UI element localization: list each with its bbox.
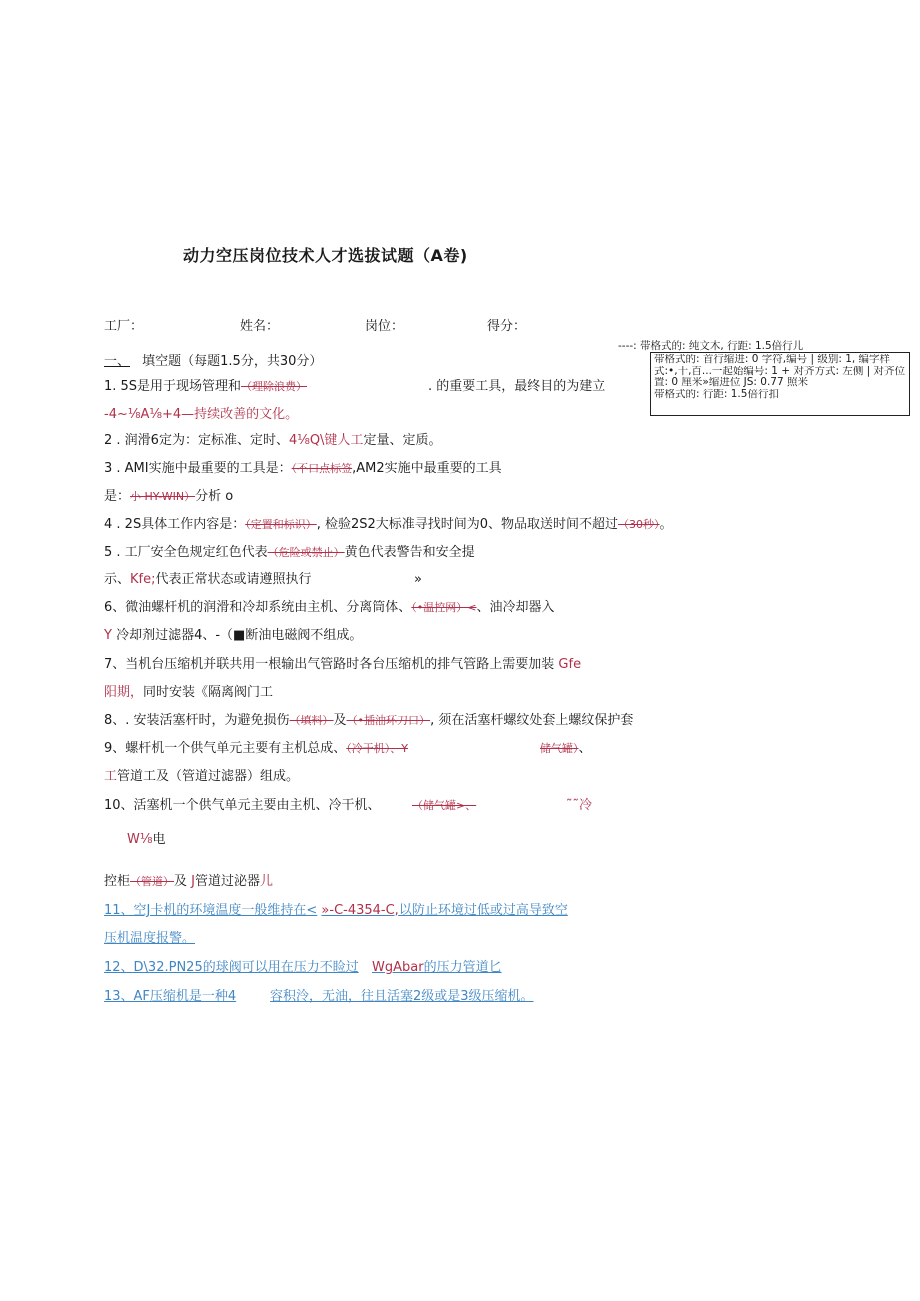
- q10b-text-d: 儿: [260, 874, 274, 889]
- q3-text-a: 3 . AMI实施中最重要的工具是：: [104, 461, 292, 476]
- q1-answer-1: （理除浪费）: [241, 380, 308, 393]
- q5-text-e: »: [414, 572, 422, 587]
- question-5: [104, 544, 475, 562]
- q5-text-a: 5 . 工厂安全色规定红色代表: [104, 545, 268, 560]
- factory-label: 工厂：: [104, 319, 144, 334]
- format-comment-line: 式:•,十,百...一起始编号: 1 + 对齐方式: 左侧 | 对齐位: [654, 365, 906, 377]
- q9-answer-1: （冷干机）、Y: [346, 742, 409, 755]
- q10-answer-2-wrap: [566, 797, 592, 815]
- question-2: [104, 432, 441, 450]
- question-9-cont: [104, 768, 299, 786]
- question-7-cont: [104, 684, 273, 702]
- q12-text-a: 12、D\32.PN25的球阀可以用在压力不睑过: [104, 960, 359, 975]
- q12-answer-wrap: [372, 959, 502, 977]
- q2-text-a: 2 . 润滑6定为：定标准、定时、: [104, 433, 289, 448]
- q10b-text-b: 及: [174, 874, 188, 889]
- q3-text-d: 分析 o: [195, 489, 234, 504]
- q11-text-c: 以防止环境过低或过高导致空: [398, 903, 568, 918]
- question-12: [104, 959, 359, 977]
- format-comment-top: ----: 带格式的: 纯文木, 行距: 1.5倍行儿: [618, 340, 804, 352]
- q4-answer-1: （定置和标识）: [245, 518, 317, 531]
- q9-answer-2-wrap: [540, 740, 592, 758]
- q6-text-b: 、油冷却器入: [476, 600, 555, 615]
- question-10-cont: [127, 831, 165, 849]
- q10b-text-a: 控柜: [104, 874, 131, 889]
- q9-answer-2: 储气罐）: [540, 742, 579, 755]
- question-9: [104, 740, 408, 758]
- q11-text-a: 11、空J卡机的环境温度一般维持在<: [104, 903, 318, 918]
- q10-answer-1-wrap: [412, 797, 476, 815]
- q6-answer-2: Y: [104, 628, 112, 643]
- question-7: [104, 656, 581, 674]
- q9-text-b: 、: [578, 741, 592, 756]
- q5-answer-2: Kfe;: [130, 572, 156, 587]
- q10b-answer-2: J: [191, 874, 196, 889]
- q7-text-e: 隔离阀门工: [208, 685, 274, 700]
- q1-text-a: 1. 5S是用于现场管理和: [104, 379, 242, 394]
- q13-text-b: 容积泠，无油，往且活塞2级或是3级压缩机。: [270, 989, 534, 1004]
- q9-text-d: 管道工及（管道过滤器）组成。: [117, 769, 300, 784]
- q10b-text-c: 管道过泌器: [195, 874, 261, 889]
- section-title: 填空题（每题1.5分，共30分）: [142, 354, 323, 369]
- question-8: [104, 712, 633, 730]
- question-10-cont-2: [104, 873, 273, 891]
- q11-answer-1: »-C-4354-C,: [321, 903, 399, 918]
- q4-text-a: 4 . 2S具体工作内容是：: [104, 517, 246, 532]
- q12-answer-1: WgAbar: [372, 960, 424, 975]
- q9-answer-3: 工: [104, 769, 118, 784]
- q4-text-b: , 检验2S2大标准寻找时间为0、物品取送时间不超过: [316, 517, 619, 532]
- q2-text-b: 定量、定质。: [363, 433, 442, 448]
- q8-text-c: , 须在活塞杆螺纹处套上螺纹保护套: [430, 713, 634, 728]
- post-label: 岗位：: [365, 319, 405, 334]
- format-comment-box: [650, 352, 910, 416]
- q11-text-d: 压机温度报警。: [104, 931, 196, 946]
- q13-text-a: 13、AF压缩机是一种4: [104, 989, 237, 1004]
- q8-text-a: 8、. 安装活塞杆时，为避免损伤: [104, 713, 290, 728]
- q6-text-d: 冷却剂过滤器4、-（■断油电磁阀不组成。: [116, 628, 363, 643]
- question-6-cont: [104, 627, 362, 645]
- q1-answer-2: -4~⅛A⅛+4—持续改善的文化。: [104, 407, 299, 422]
- q8-text-b: 及: [333, 713, 347, 728]
- q1-text-b: . 的重要工具，最终目的为建立: [428, 379, 606, 394]
- question-11: [104, 902, 568, 920]
- q1-text-c: [104, 406, 298, 424]
- name-label: 姓名：: [240, 319, 280, 334]
- q10-text-d: 电: [152, 832, 166, 847]
- question-10: [104, 797, 381, 815]
- q8-answer-2: （•插油环刀口）: [346, 714, 431, 727]
- q10-answer-3: W⅛: [127, 832, 153, 847]
- q7-text-d: 同时安装《: [143, 685, 209, 700]
- question-5-cont: [104, 571, 312, 589]
- q6-text-a: 6、微油螺杆机的润滑和冷却系统由主机、分离筒体、: [104, 600, 412, 615]
- question-6: [104, 599, 555, 617]
- q12-text-c: 的压力管道匕: [423, 960, 502, 975]
- question-3-cont: [104, 488, 233, 506]
- format-comment-line: 置: 0 厘米»缩进位 JS: 0.77 照米: [654, 377, 809, 388]
- q5-text-b: 黄色代表警告和安全提: [344, 545, 475, 560]
- q2-answer-1: 4⅛Q\键人工: [288, 433, 364, 448]
- q3-text-b: ,AM2实施中最重要的工具: [352, 461, 502, 476]
- section-number: 一、: [104, 354, 131, 369]
- score-label: 得分：: [487, 319, 527, 334]
- section-heading: [104, 353, 322, 371]
- question-3: [104, 460, 502, 478]
- q4-text-c: 。: [659, 517, 673, 532]
- question-11-cont: [104, 930, 195, 948]
- q6-answer-1: （•温控网）<: [411, 601, 477, 614]
- q3-text-c: 是：: [104, 489, 131, 504]
- q5-answer-1: （危险或禁止）: [267, 546, 345, 559]
- question-1: [104, 378, 307, 396]
- q7-text-a: 7、当机台压缩机并联共用一根输出气管路时各台压缩机的排气管路上需要加装: [104, 657, 555, 672]
- q10b-answer-1: （管道）: [130, 875, 175, 888]
- q10-answer-2: ˜˜冷: [566, 798, 593, 813]
- q7-answer-1: Gfe: [558, 657, 582, 672]
- q13-text-b-wrap: [270, 988, 534, 1006]
- question-13: [104, 988, 236, 1006]
- q7-answer-2: 阳期，: [104, 685, 144, 700]
- q8-answer-1: （填料）: [289, 714, 334, 727]
- q5-text-c: 示、: [104, 572, 131, 587]
- q9-text-a: 9、螺杆机一个供气单元主要有主机总成、: [104, 741, 347, 756]
- format-comment-line: 带格式的: 行距: 1.5倍行扣: [654, 388, 779, 400]
- q3-answer-1: （不口点标签: [291, 462, 353, 475]
- q10-text-a: 10、活塞机一个供气单元主要由主机、冷干机、: [104, 798, 381, 813]
- format-comment-line: 带格式的: 首行缩进: 0 字符,编号 | 级别: 1, 编字样: [654, 354, 891, 365]
- q4-answer-2: （30秒）: [618, 518, 660, 531]
- q3-answer-2: 小 HY-WIN）: [130, 490, 196, 503]
- page-title: 动力空压岗位技术人才选拔试题（A卷): [183, 246, 468, 265]
- q5-text-d: 代表正常状态或请遵照执行: [155, 572, 312, 587]
- q10-answer-1: （储气罐>、: [412, 799, 477, 812]
- question-4: [104, 516, 673, 534]
